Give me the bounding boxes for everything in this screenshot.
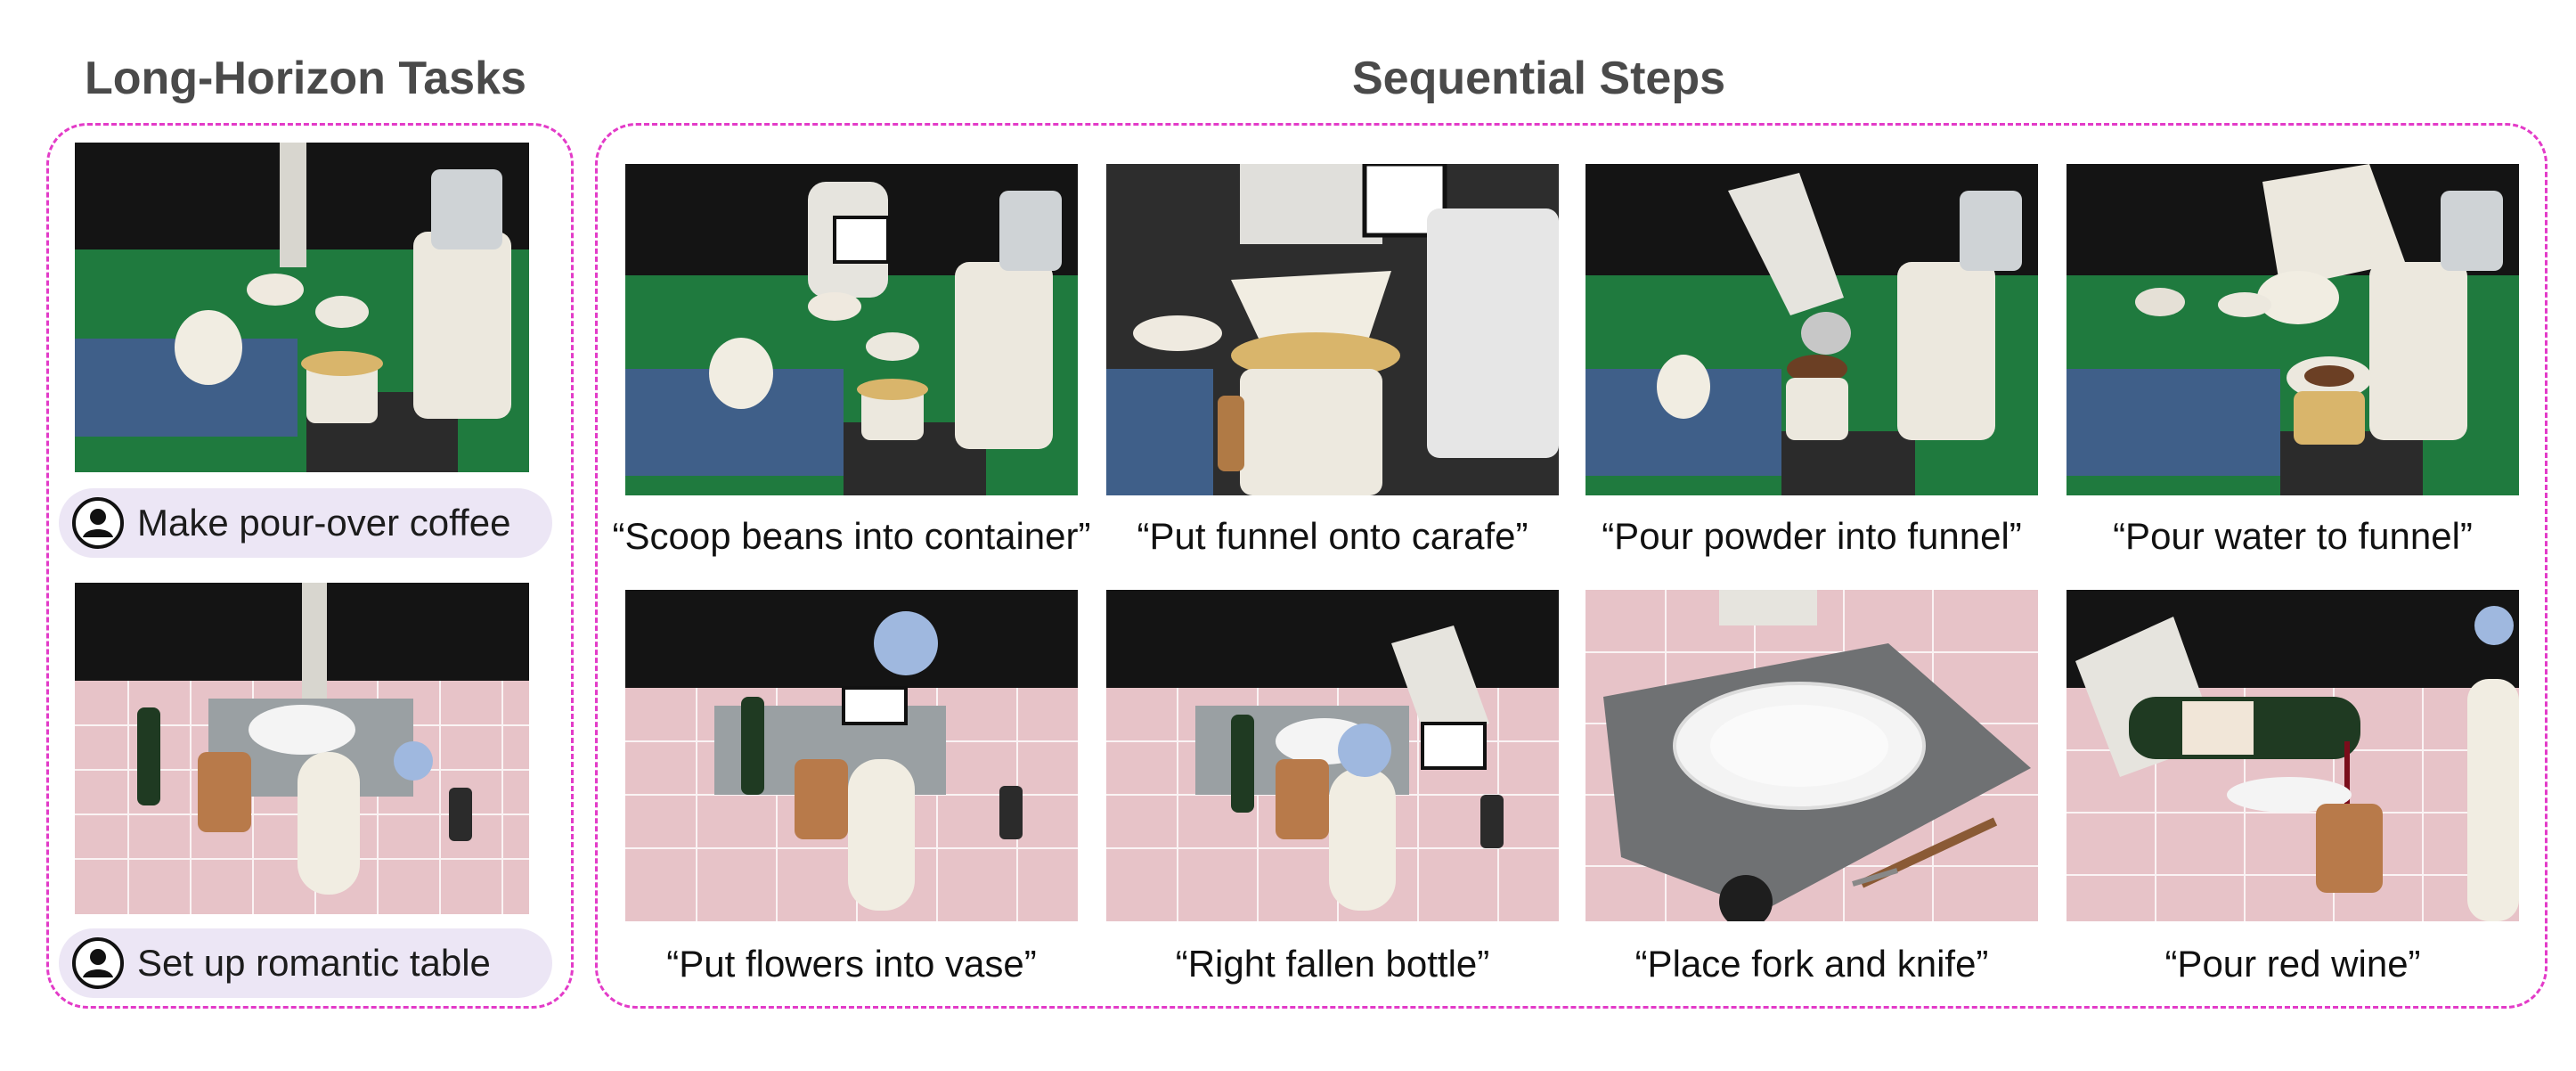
sequential-steps-heading: Sequential Steps bbox=[1352, 53, 1725, 104]
step-photo-pour-wine bbox=[2067, 590, 2519, 921]
step-photo-flowers-vase bbox=[625, 590, 1078, 921]
user-icon bbox=[71, 936, 125, 990]
step-caption: “Pour red wine” bbox=[2164, 943, 2421, 985]
step-photo-pour-powder bbox=[1586, 164, 2038, 495]
coffee-task-overview-photo bbox=[75, 143, 529, 472]
task-label-text: Make pour-over coffee bbox=[137, 502, 511, 544]
step-photo-pour-water bbox=[2067, 164, 2519, 495]
task-label-table bbox=[59, 928, 552, 998]
user-icon bbox=[71, 496, 125, 550]
step-caption: “Pour powder into funnel” bbox=[1602, 515, 2022, 557]
step-caption: “Pour water to funnel” bbox=[2113, 515, 2473, 557]
step-caption: “Right fallen bottle” bbox=[1175, 943, 1490, 985]
step-caption: “Place fork and knife” bbox=[1634, 943, 1989, 985]
step-caption: “Scoop beans into container” bbox=[612, 515, 1091, 557]
step-photo-fallen-bottle bbox=[1106, 590, 1559, 921]
task-label-text: Set up romantic table bbox=[137, 942, 491, 984]
table-task-overview-photo bbox=[75, 583, 529, 914]
step-caption: “Put funnel onto carafe” bbox=[1137, 515, 1528, 557]
step-caption: “Put flowers into vase” bbox=[666, 943, 1037, 985]
step-photo-scoop-beans bbox=[625, 164, 1078, 495]
step-photo-funnel-carafe bbox=[1106, 164, 1559, 495]
task-label-coffee bbox=[59, 488, 552, 558]
step-photo-fork-knife bbox=[1586, 590, 2038, 921]
long-horizon-tasks-heading: Long-Horizon Tasks bbox=[85, 53, 526, 104]
